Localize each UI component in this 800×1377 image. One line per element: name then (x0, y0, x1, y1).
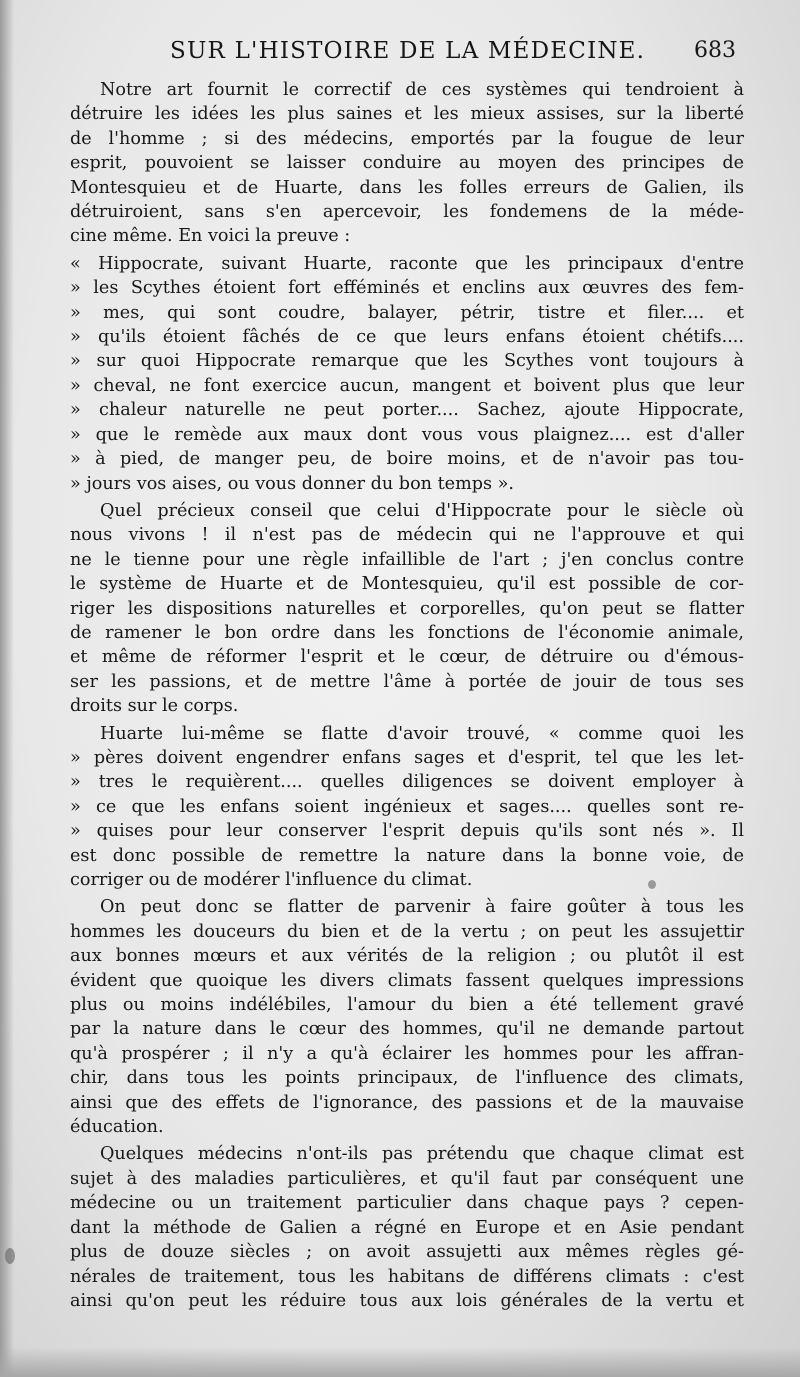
text-line: qu'à prospérer ; il n'y a qu'à éclairer les hommes pour les affran- (70, 1043, 744, 1064)
text-line: plus de douze siècles ; on avoit assujetti aux mêmes règles gé- (70, 1242, 744, 1263)
text-line: détruire les idées les plus saines et les mieux assises, sur la liberté (70, 104, 744, 125)
text-line: est donc possible de remettre la nature dans la bonne voie, de (70, 845, 744, 866)
page-header (170, 38, 770, 74)
page-number: 683 (694, 38, 736, 63)
text-line: ainsi qu'on peut les réduire tous aux lois générales de la vertu et (70, 1290, 744, 1311)
text-line: » chaleur naturelle ne peut porter.... Sachez, ajoute Hippocrate, (70, 400, 744, 421)
text-line: » à pied, de manger peu, de boire moins, et de n'avoir pas tou- (70, 449, 744, 470)
text-line: » pères doivent engendrer enfans sages et d'esprit, tel que les let- (70, 747, 744, 768)
text-line: ainsi que des effets de l'ignorance, des passions et de la mauvaise (70, 1092, 744, 1113)
text-line: nous vivons ! il n'est pas de médecin qui ne l'approuve et qui (70, 525, 744, 546)
text-line: riger les dispositions naturelles et corporelles, qu'on peut se flatter (70, 598, 744, 619)
text-line: chir, dans tous les points principaux, de l'influence des climats, (70, 1068, 744, 1089)
text-line: Huarte lui-même se flatte d'avoir trouvé, « comme quoi les (100, 723, 744, 744)
text-line: Montesquieu et de Huarte, dans les folles erreurs de Galien, ils (70, 177, 744, 198)
paragraph (70, 499, 744, 719)
text-line: médecine ou un traitement particulier dans chaque pays ? cepen- (70, 1193, 744, 1214)
text-line: » mes, qui sont coudre, balayer, pétrir, tistre et filer.... et (70, 302, 744, 323)
text-line: « Hippocrate, suivant Huarte, raconte que les principaux d'entre (70, 253, 744, 274)
text-line: droits sur le corps. (70, 696, 239, 717)
text-line: » tres le requièrent.... quelles diligences se doivent employer à (70, 772, 744, 793)
text-line: esprit, pouvoient se laisser conduire au moyen des principes de (70, 153, 744, 174)
text-line: de l'homme ; si des médecins, emportés par la fougue de leur (70, 128, 744, 149)
text-line: » cheval, ne font exercice aucun, mangent et boivent plus que leur (70, 375, 744, 396)
text-line: cine même. En voici la preuve : (70, 226, 351, 247)
text-line: » ce que les enfans soient ingénieux et sages.... quelles sont re- (70, 796, 744, 817)
text-line: ne le tienne pour une règle infaillible de l'art ; j'en conclus contre (70, 549, 744, 570)
page-shadow-left (0, 0, 14, 1377)
text-line: On peut donc se flatter de parvenir à faire goûter à tous les (100, 897, 744, 918)
paragraph (70, 252, 744, 496)
text-line: » quises pour leur conserver l'esprit depuis qu'ils sont nés ». Il (70, 821, 744, 842)
text-line: de ramener le bon ordre dans les fonctions de l'économie animale, (70, 622, 744, 643)
text-line: » que le remède aux maux dont vous vous plaignez.... est d'aller (70, 424, 744, 445)
paragraph (70, 78, 744, 249)
text-line: » sur quoi Hippocrate remarque que les Scythes vont toujours à (70, 351, 744, 372)
text-line: et même de réformer l'esprit et le cœur, de détruire ou d'émous- (70, 647, 744, 668)
text-line: hommes les douceurs du bien et de la vertu ; on peut les assujettir (70, 921, 744, 942)
text-line: nérales de traitement, tous les habitans de différens climats : c'est (70, 1266, 744, 1287)
text-line: ser les passions, et de mettre l'âme à portée de jouir de tous ses (70, 671, 744, 692)
ink-spot (648, 880, 656, 889)
text-line: Quelques médecins n'ont-ils pas prétendu que chaque climat est (100, 1144, 744, 1165)
text-line: » jours vos aises, ou vous donner du bon temps ». (70, 473, 514, 494)
text-line: plus ou moins indélébiles, l'amour du bien a été tellement gravé (70, 995, 744, 1016)
text-line: Quel précieux conseil que celui d'Hippocrate pour le siècle où (100, 500, 744, 521)
body-text (70, 78, 744, 1316)
text-line: corriger ou de modérer l'influence du climat. (70, 870, 473, 890)
text-line: évident que quoique les divers climats fassent quelques impressions (70, 970, 744, 991)
text-line: sujet à des maladies particulières, et qu'il faut par conséquent une (70, 1168, 744, 1189)
text-line: dant la méthode de Galien a régné en Europe et en Asie pendant (70, 1217, 744, 1238)
ink-spot (5, 1248, 15, 1264)
text-line: détruiroient, sans s'en apercevoir, les fondemens de la méde- (70, 202, 744, 223)
text-line: » les Scythes étoient fort efféminés et enclins aux œuvres des fem- (70, 278, 744, 299)
page-shadow-bottom (0, 1347, 800, 1377)
text-line: aux bonnes mœurs et aux vérités de la religion ; ou plutôt il est (70, 946, 744, 967)
text-line: Notre art fournit le correctif de ces systèmes qui tendroient à (100, 80, 744, 100)
text-line: éducation. (70, 1117, 164, 1138)
paragraph (70, 895, 744, 1139)
paragraph (70, 1142, 744, 1313)
text-line: le système de Huarte et de Montesquieu, qu'il est possible de cor- (70, 574, 744, 595)
paragraph (70, 722, 744, 893)
text-line: par la nature dans le cœur des hommes, qu'il ne demande partout (70, 1019, 744, 1040)
running-title: SUR L'HISTOIRE DE LA MÉDECINE. (170, 38, 646, 64)
text-line: » qu'ils étoient fâchés de ce que leurs enfans étoient chétifs.... (70, 327, 744, 348)
